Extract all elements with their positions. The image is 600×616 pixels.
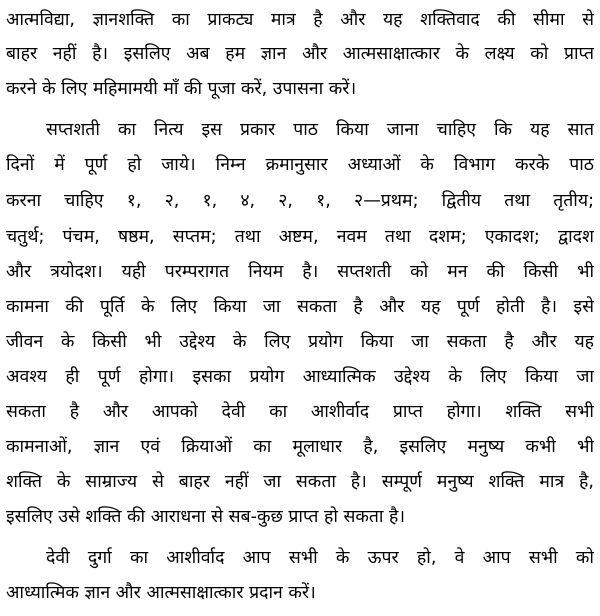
text-line: करना चाहिए १, २, १, ४, २, १, २—प्रथम; द्वितीय तथा तृतीय; bbox=[6, 191, 594, 211]
text-line: कामनाओं, ज्ञान एवं क्रियाओं का मूलाधार है, इसलिए मनुष्य कभी भी bbox=[6, 437, 594, 457]
text-line: इसलिए उसे शक्ति की आराधना से सब-कुछ प्राप्त हो सकता है। bbox=[6, 507, 406, 527]
text-line: दिनों में पूर्ण हो जाये। निम्न क्रमानुसार अध्याओं के विभाग करके पाठ bbox=[6, 155, 594, 175]
text-line: जीवन के किसी भी उद्देश्य के लिए प्रयोग किया जा सकता है और यह bbox=[6, 332, 594, 352]
text-line: चतुर्थ; पंचम, षष्ठम, सप्तम; तथा अष्टम, नवम तथा दशम; एकादश; द्वादश bbox=[6, 227, 594, 247]
text-line: और त्रयोदश। यही परम्परागत नियम है। सप्तशती को मन की किसी भी bbox=[6, 262, 594, 282]
text-line: करने के लिए महिमामयी माँ की पूजा करें, उपासना करें। bbox=[6, 79, 357, 99]
text-line: बाहर नहीं है। इसलिए अब हम ज्ञान और आत्मसाक्षात्कार के लक्ष्य को प्राप्त bbox=[6, 44, 594, 64]
text-line: देवी दुर्गा का आशीर्वाद आप सभी के ऊपर हो, वे आप सभी को bbox=[46, 548, 594, 568]
text-line: अवश्य ही पूर्ण होगा। इसका प्रयोग आध्यात्मिक उद्देश्य के लिए किया जा bbox=[6, 367, 594, 387]
text-line: आध्यात्मिक ज्ञान और आत्मसाक्षात्कार प्रदान करें। bbox=[6, 583, 316, 603]
text-line: सप्तशती का नित्य इस प्रकार पाठ किया जाना चाहिए कि यह सात bbox=[46, 120, 594, 140]
text-line: कामना की पूर्ति के लिए किया जा सकता है और यह पूर्ण होती है। इसे bbox=[6, 297, 594, 317]
text-line: आत्मविद्या, ज्ञानशक्ति का प्राकट्य मात्र है और यह शक्तिवाद की सीमा से bbox=[6, 10, 594, 30]
text-line: सकता है और आपको देवी का आशीर्वाद प्राप्त होगा। शक्ति सभी bbox=[6, 402, 594, 422]
text-line: शक्ति के साम्राज्य से बाहर नहीं जा सकता है। सम्पूर्ण मनुष्य शक्ति मात्र है, bbox=[6, 472, 594, 492]
